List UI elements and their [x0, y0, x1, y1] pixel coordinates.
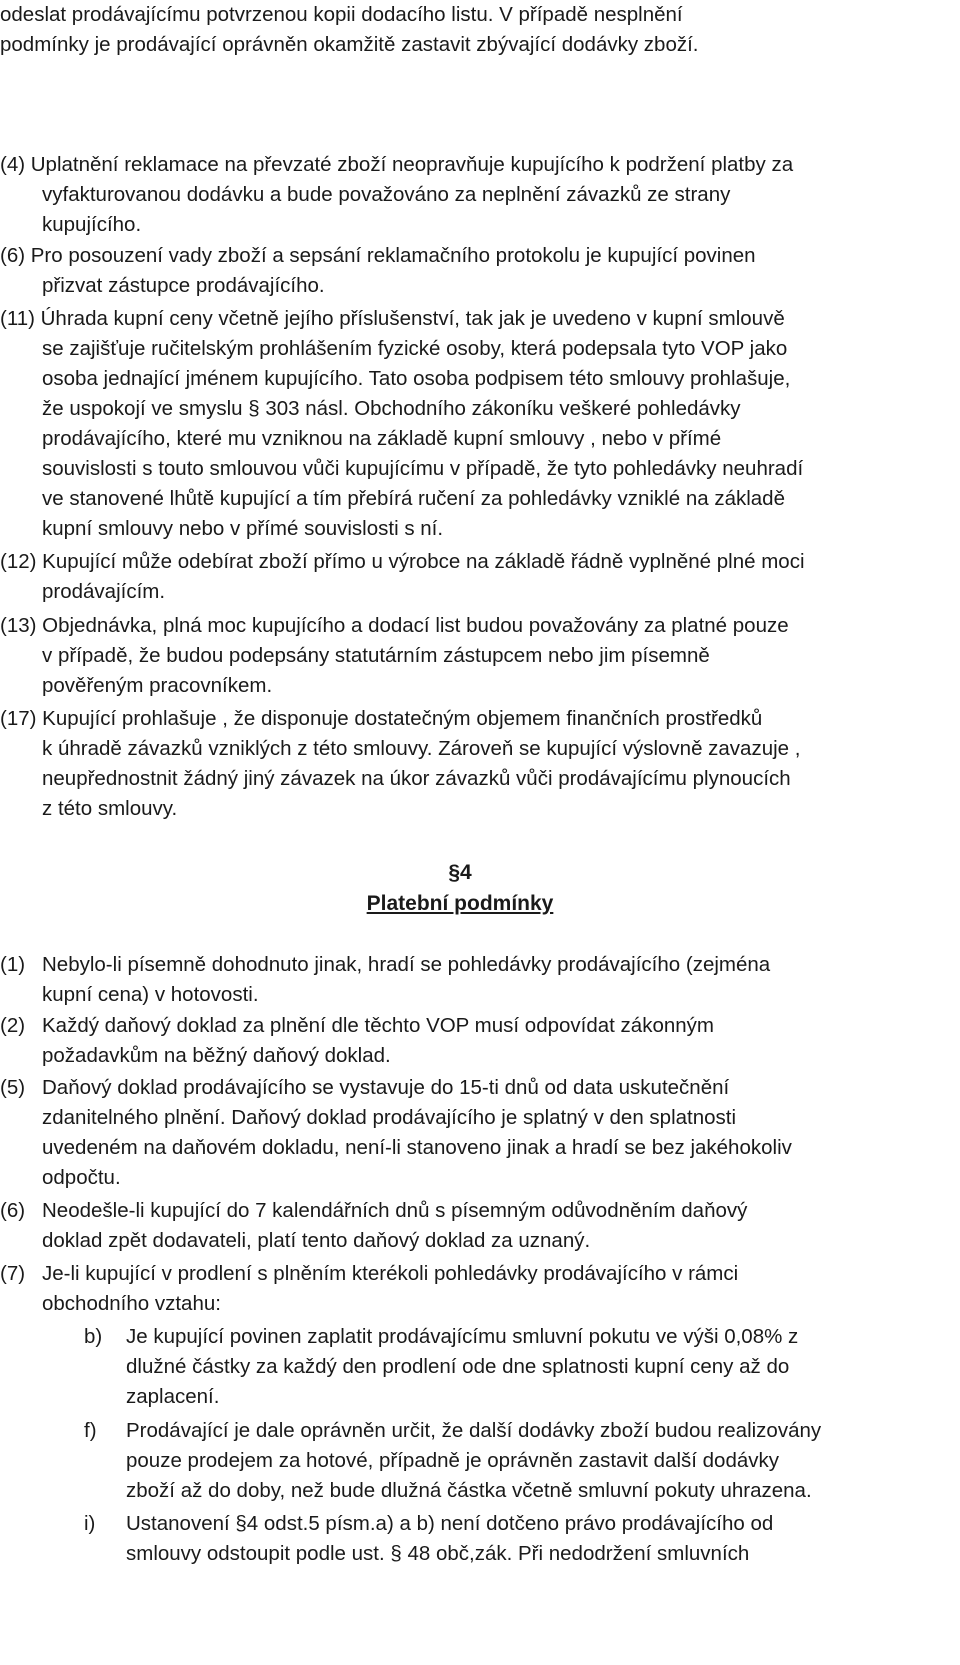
subitem-letter: f) — [84, 1419, 97, 1442]
paragraph-line: pouze prodejem za hotové, případně je oprávněn zastavit další dodávky — [126, 1449, 779, 1472]
paragraph-line: kupní smlouvy nebo v přímé souvislosti s ní. — [42, 517, 444, 540]
paragraph-line: doklad zpět dodavateli, platí tento daňový doklad za uznaný. — [42, 1229, 591, 1252]
paragraph-line: smlouvy odstoupit podle ust. § 48 obč,zák. Při nedodržení smluvních — [126, 1542, 750, 1565]
paragraph-line: Je-li kupující v prodlení s plněním kterékoli pohledávky prodávajícího v rámci — [42, 1262, 739, 1285]
paragraph-line: zdanitelného plnění. Daňový doklad prodávajícího je splatný v den splatnosti — [42, 1106, 737, 1129]
paragraph-line: (11) Úhrada kupní ceny včetně jejího příslušenství, tak jak je uvedeno v kupní smlouvě — [0, 307, 785, 330]
paragraph-line: Ustanovení §4 odst.5 písm.a) a b) není dotčeno právo prodávajícího od — [126, 1512, 774, 1535]
item-number: (7) — [0, 1262, 26, 1285]
intro-line: odeslat prodávajícímu potvrzenou kopii dodacího listu. V případě nesplnění — [0, 3, 683, 26]
paragraph-line: vyfakturovanou dodávku a bude považováno za neplnění závazků ze strany — [42, 183, 731, 206]
paragraph-line: Nebylo-li písemně dohodnuto jinak, hradí se pohledávky prodávajícího (zejména — [42, 953, 771, 976]
intro-line: podmínky je prodávající oprávněn okamžitě zastavit zbývající dodávky zboží. — [0, 33, 699, 56]
item-number: (6) — [0, 1199, 26, 1222]
paragraph-line: prodávajícího, které mu vzniknou na základě kupní smlouvy , nebo v přímé — [42, 427, 722, 450]
paragraph-line: zboží až do doby, než bude dlužná částka včetně smluvní pokuty uhrazena. — [126, 1479, 812, 1502]
paragraph-line: že uspokojí ve smyslu § 303 násl. Obchodního zákoníku veškeré pohledávky — [42, 397, 741, 420]
paragraph-line: souvislosti s touto smlouvou vůči kupujícímu v případě, že tyto pohledávky neuhradí — [42, 457, 804, 480]
paragraph-line: neupřednostnit žádný jiný závazek na úkor závazků vůči prodávajícímu plynoucích — [42, 767, 791, 790]
paragraph-line: prodávajícím. — [42, 580, 166, 603]
item-number: (2) — [0, 1014, 26, 1037]
paragraph-line: (17) Kupující prohlašuje , že disponuje dostatečným objemem finančních prostředků — [0, 707, 763, 730]
paragraph-line: zaplacení. — [126, 1385, 220, 1408]
paragraph-line: osoba jednající jménem kupujícího. Tato osoba podpisem této smlouvy prohlašuje, — [42, 367, 791, 390]
paragraph-line: kupujícího. — [42, 213, 142, 236]
paragraph-line: uvedeném na daňovém dokladu, není-li stanoveno jinak a hradí se bez jakéhokoliv — [42, 1136, 792, 1159]
paragraph-line: se zajišťuje ručitelským prohlášením fyzické osoby, která podepsala tyto VOP jako — [42, 337, 788, 360]
subitem-letter: i) — [84, 1512, 96, 1535]
paragraph-line: Je kupující povinen zaplatit prodávajícímu smluvní pokutu ve výši 0,08% z — [126, 1325, 799, 1348]
paragraph-line: Neodešle-li kupující do 7 kalendářních dnů s písemným odůvodněním daňový — [42, 1199, 748, 1222]
section-number — [0, 858, 920, 888]
paragraph-line: (13) Objednávka, plná moc kupujícího a dodací list budou považovány za platné pouze — [0, 614, 789, 637]
item-number: (5) — [0, 1076, 26, 1099]
paragraph-line: Daňový doklad prodávajícího se vystavuje do 15-ti dnů od data uskutečnění — [42, 1076, 730, 1099]
paragraph-line: odpočtu. — [42, 1166, 121, 1189]
paragraph-line: (6) Pro posouzení vady zboží a sepsání reklamačního protokolu je kupující povinen — [0, 244, 756, 267]
paragraph-line: z této smlouvy. — [42, 797, 178, 820]
paragraph-line: požadavkům na běžný daňový doklad. — [42, 1044, 391, 1067]
section-title — [0, 889, 920, 919]
paragraph-line: k úhradě závazků vzniklých z této smlouvy. Zároveň se kupující výslovně zavazuje , — [42, 737, 801, 760]
paragraph-line: kupní cena) v hotovosti. — [42, 983, 259, 1006]
section-number-text: §4 — [448, 861, 472, 884]
paragraph-line: Každý daňový doklad za plnění dle těchto VOP musí odpovídat zákonným — [42, 1014, 714, 1037]
paragraph-line: v případě, že budou podepsány statutárním zástupcem nebo jim písemně — [42, 644, 710, 667]
paragraph-line: (12) Kupující může odebírat zboží přímo u výrobce na základě řádně vyplněné plné moci — [0, 550, 805, 573]
paragraph-line: pověřeným pracovníkem. — [42, 674, 273, 697]
paragraph-line: Prodávající je dale oprávněn určit, že další dodávky zboží budou realizovány — [126, 1419, 822, 1442]
paragraph-line: obchodního vztahu: — [42, 1292, 221, 1315]
subitem-letter: b) — [84, 1325, 103, 1348]
section-title-text: Platební podmínky — [366, 892, 554, 915]
paragraph-line: (4) Uplatnění reklamace na převzaté zboží neopravňuje kupujícího k podržení platby za — [0, 153, 794, 176]
item-number: (1) — [0, 953, 26, 976]
paragraph-line: ve stanovené lhůtě kupující a tím přebírá ručení za pohledávky vzniklé na základě — [42, 487, 785, 510]
paragraph-line: dlužné částky za každý den prodlení ode dne splatnosti kupní ceny až do — [126, 1355, 790, 1378]
paragraph-line: přizvat zástupce prodávajícího. — [42, 274, 325, 297]
